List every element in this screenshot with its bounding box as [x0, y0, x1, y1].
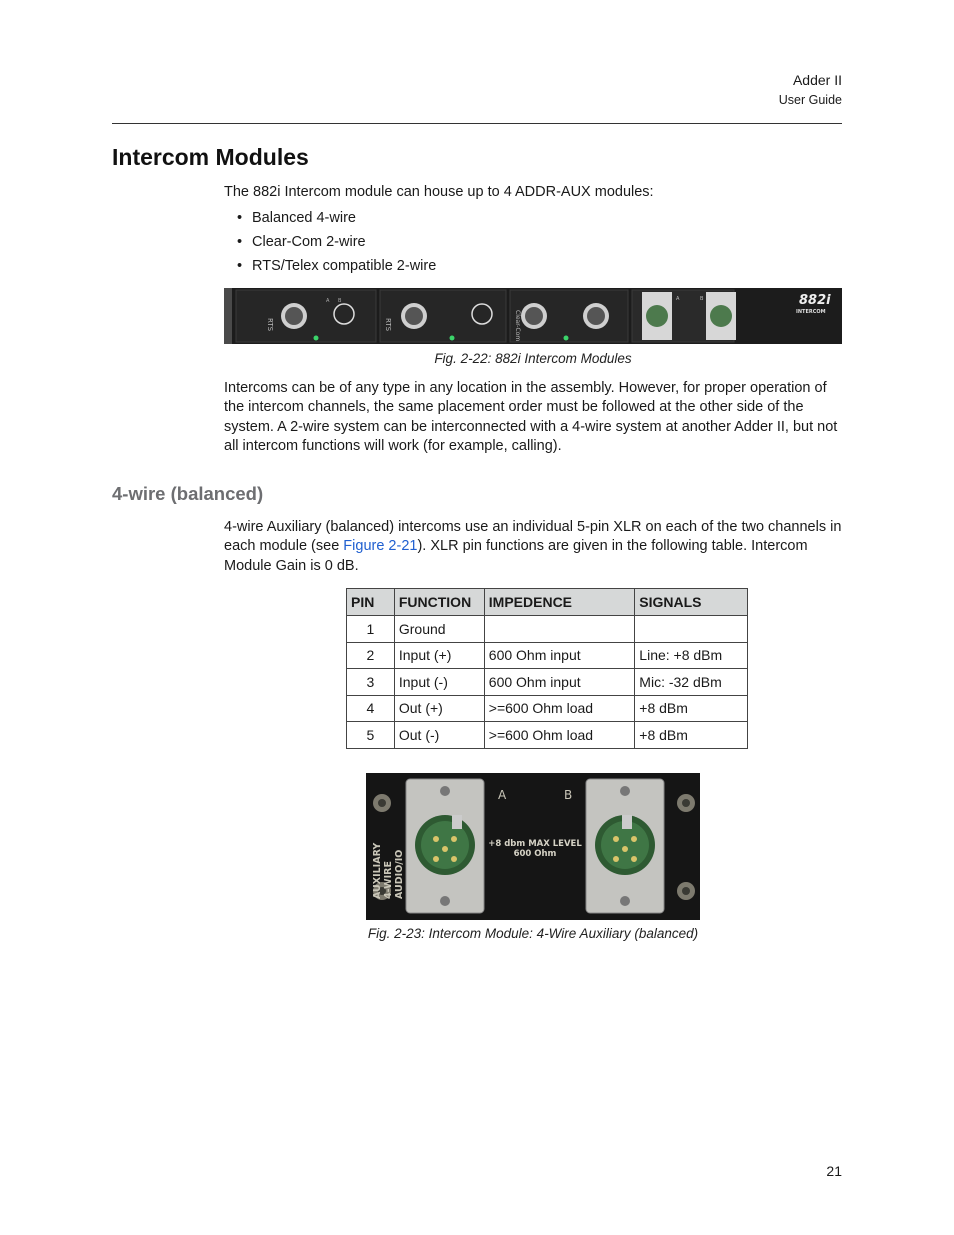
side-label-line2: 4-WIRE	[383, 861, 394, 899]
cell-signals: Line: +8 dBm	[635, 642, 748, 669]
cell-impedence: >=600 Ohm load	[484, 722, 635, 749]
body-paragraph: Intercoms can be of any type in any location in the assembly. However, for proper operation of the intercom channels, the same placement order must be followed at the other side of the system. A 2-wire system can be interconnected with a 4-wire system at another Adder II, but not all intercom functions will work (for example, calling).	[224, 380, 838, 455]
bullet-glyph: •	[237, 210, 243, 226]
header-pin: PIN	[347, 589, 395, 616]
module-type-list	[224, 208, 436, 280]
svg-text:A: A	[326, 298, 330, 304]
clear-com-module	[510, 290, 628, 342]
list-item	[224, 256, 436, 280]
intro-text: The 882i Intercom module can house up to 4 ADDR-AUX modules:	[224, 184, 654, 200]
svg-text:RTS: RTS	[266, 318, 274, 332]
table-row	[347, 616, 748, 643]
four-wire-module	[632, 290, 736, 342]
cell-pin: 5	[347, 722, 395, 749]
svg-text:RTS: RTS	[384, 318, 392, 332]
cell-impedence: 600 Ohm input	[484, 669, 635, 696]
cell-impedence: >=600 Ohm load	[484, 695, 635, 722]
figure-882i-intercom-modules	[224, 288, 842, 344]
cell-function: Out (+)	[394, 695, 484, 722]
list-item	[224, 232, 436, 256]
list-item-text: Clear-Com 2-wire	[252, 234, 366, 250]
rts-module-1	[236, 290, 376, 342]
svg-text:Clear-Com: Clear-Com	[514, 310, 521, 342]
brand-882i: 882i	[799, 293, 831, 308]
page-number: 21	[826, 1163, 842, 1179]
figure-caption-2: Fig. 2-23: Intercom Module: 4-Wire Auxiliary (balanced)	[367, 926, 699, 941]
module-illustration	[366, 773, 700, 920]
cell-function: Input (+)	[394, 642, 484, 669]
figure-4-wire-auxiliary-module	[366, 773, 700, 920]
table-row	[347, 642, 748, 669]
cell-function: Out (-)	[394, 722, 484, 749]
cell-pin: 1	[347, 616, 395, 643]
rear-panel-illustration	[224, 288, 842, 344]
cell-signals: +8 dBm	[635, 722, 748, 749]
header-signals: SIGNALS	[635, 589, 748, 616]
side-label-line3: AUDIO/IO	[394, 849, 405, 899]
header-function: FUNCTION	[394, 589, 484, 616]
list-item	[224, 208, 436, 232]
text-span: ). XLR pin functions are given in the following table. Intercom Module Gain is 0 dB.	[224, 538, 808, 574]
list-item-text: RTS/Telex compatible 2-wire	[252, 258, 437, 274]
text-span: 4-wire Auxiliary (balanced) intercoms use an individual 5-pin XLR on each of the two channels in each module (see	[224, 519, 842, 555]
max-level-label: +8 dbm MAX LEVEL	[488, 839, 582, 849]
header-rule	[112, 123, 842, 124]
body-paragraph-4-wire	[224, 518, 844, 576]
header-title: Adder II	[792, 72, 842, 88]
cell-pin: 2	[347, 642, 395, 669]
table-row	[347, 669, 748, 696]
cell-signals	[635, 616, 748, 643]
brand-intercom: INTERCOM	[796, 309, 826, 315]
channel-label-a: A	[498, 788, 507, 802]
xlr-pin-table	[346, 588, 748, 749]
side-label-line1: AUXILIARY	[372, 842, 383, 899]
svg-text:B: B	[338, 298, 342, 304]
svg-text:A: A	[676, 296, 680, 302]
cell-pin: 4	[347, 695, 395, 722]
table-header-row	[347, 589, 748, 616]
cell-signals: +8 dBm	[635, 695, 748, 722]
cell-impedence	[484, 616, 635, 643]
channel-label-b: B	[564, 788, 573, 802]
table-row	[347, 722, 748, 749]
list-item-text: Balanced 4-wire	[252, 210, 356, 226]
subsection-title: 4-wire (balanced)	[112, 483, 264, 504]
impedance-label: 600 Ohm	[513, 849, 557, 859]
rts-module-2	[380, 290, 506, 342]
cell-function: Input (-)	[394, 669, 484, 696]
running-header	[779, 71, 842, 109]
figure-link[interactable]: Figure 2-21	[343, 538, 418, 555]
cell-pin: 3	[347, 669, 395, 696]
svg-text:B: B	[700, 296, 704, 302]
section-title: Intercom Modules	[112, 144, 309, 170]
cell-signals: Mic: -32 dBm	[635, 669, 748, 696]
cell-function: Ground	[394, 616, 484, 643]
cell-impedence: 600 Ohm input	[484, 642, 635, 669]
bullet-glyph: •	[237, 234, 243, 250]
figure-caption-1: Fig. 2-22: 882i Intercom Modules	[434, 351, 632, 366]
xlr-connector-b	[586, 779, 664, 913]
bullet-glyph: •	[237, 258, 243, 274]
table-row	[347, 695, 748, 722]
header-impedence: IMPEDENCE	[484, 589, 635, 616]
header-subtitle: User Guide	[778, 93, 842, 107]
xlr-connector-a	[406, 779, 484, 913]
